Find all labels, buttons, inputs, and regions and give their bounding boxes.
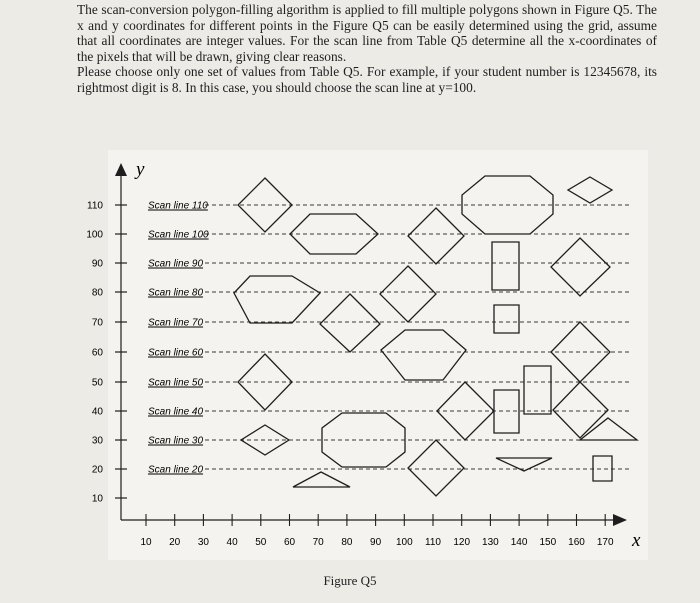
y-tick-label: 40 — [91, 406, 103, 418]
y-tick-label: 70 — [91, 317, 103, 329]
scan-line-label: Scan line 90 — [148, 258, 204, 270]
scan-line-label: Scan line 20 — [148, 464, 204, 476]
scan-line-label: Scan line 80 — [148, 287, 204, 299]
x-tick-label: 90 — [370, 537, 382, 548]
x-tick-label: 100 — [395, 537, 413, 548]
figure-caption: Figure Q5 — [323, 573, 377, 588]
x-tick-label: 140 — [510, 537, 528, 548]
scan-line-label: Scan line 30 — [148, 435, 204, 447]
x-tick-label: 130 — [482, 537, 499, 548]
x-tick-label: 150 — [539, 537, 557, 548]
y-tick-label: 30 — [91, 435, 103, 447]
x-tick-label: 170 — [596, 537, 614, 548]
scan-line-label: Scan line 40 — [148, 406, 204, 418]
y-tick-label: 80 — [91, 287, 103, 299]
scan-line-label: Scan line 100 — [148, 229, 209, 241]
y-tick-label: 60 — [91, 347, 103, 359]
x-tick-label: 40 — [226, 537, 238, 548]
x-tick-label: 80 — [341, 537, 353, 548]
x-tick-label: 60 — [283, 537, 296, 548]
question-paragraph-1: The scan-conversion polygon-filling algorithm is applied to fill multiple polygons shown in Figure Q5. The x and y coordinates for different points in the Figure Q5 can be easily determined using the grid, assume that all coordinates are integer values. For the scan line from Table Q5 determine all the x-coordinates of the pixels that will be drawn, giving clear reasons. — [77, 2, 657, 64]
y-axis-label: y — [136, 159, 145, 180]
x-axis-label: x — [632, 530, 641, 551]
x-tick-label: 20 — [169, 537, 181, 548]
y-tick-label: 110 — [87, 200, 103, 212]
scan-line-label: Scan line 60 — [148, 347, 204, 359]
y-tick-label: 20 — [91, 464, 103, 476]
x-tick-label: 70 — [312, 537, 324, 548]
scan-line-label: Scan line 70 — [148, 317, 204, 329]
x-tick-label: 30 — [197, 537, 209, 548]
scan-line-label: Scan line 110 — [148, 200, 208, 212]
question-paragraph-2: Please choose only one set of values from Table Q5. For example, if your student number is 12345678, its rightmost digit is 8. In this case, you should choose the scan line at y=100. — [77, 64, 657, 95]
x-tick-label: 160 — [568, 537, 585, 548]
x-tick-label: 50 — [255, 537, 267, 548]
y-tick-label: 90 — [91, 258, 103, 270]
scan-line-label: Scan line 50 — [148, 377, 204, 389]
y-tick-label: 100 — [86, 229, 103, 241]
x-tick-label: 110 — [425, 537, 441, 548]
x-tick-label: 120 — [453, 537, 471, 548]
x-tick-label: 10 — [140, 537, 152, 548]
y-tick-label: 10 — [91, 493, 103, 505]
y-tick-label: 50 — [91, 377, 103, 389]
